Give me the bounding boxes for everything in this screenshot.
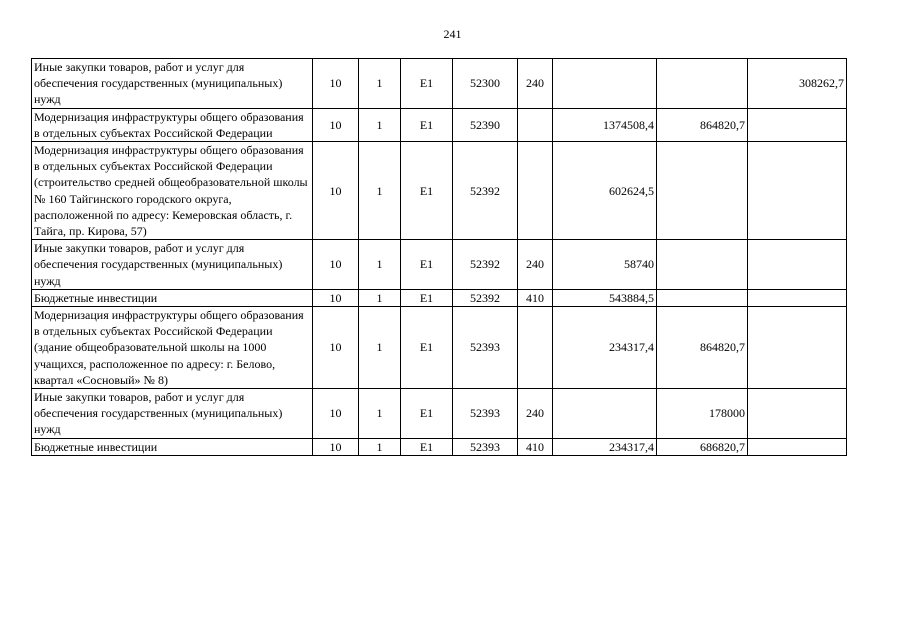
row-name: Бюджетные инвестиции [32,289,313,306]
table-row [32,438,847,455]
amount-3 [748,240,847,290]
amount-3 [748,389,847,439]
amount-2: 864820,7 [657,108,748,141]
section-code: 10 [313,307,359,389]
section-code: 10 [313,438,359,455]
table-row [32,240,847,290]
section-code: 10 [313,289,359,306]
amount-2: 864820,7 [657,307,748,389]
section-code: 10 [313,108,359,141]
amount-1: 234317,4 [553,307,657,389]
row-name: Модернизация инфраструктуры общего образования в отдельных субъектах Российской Федерации (строительство средней общеобразовательной школы № 160 Тайгинского городского округа, расположенной по адресу: Кемеровская область, г. Тайга, пр. Кирова, 57) [32,142,313,240]
row-name: Иные закупки товаров, работ и услуг для обеспечения государственных (муниципальных) нужд [32,240,313,290]
amount-3 [748,142,847,240]
page-number: 241 [443,27,462,41]
expense-type-code: 240 [518,240,553,290]
program-code: Е1 [401,108,453,141]
table-row [32,389,847,439]
amount-1: 602624,5 [553,142,657,240]
amount-1: 234317,4 [553,438,657,455]
article-code: 52393 [453,307,518,389]
amount-1 [553,59,657,109]
subsection-code: 1 [359,108,401,141]
article-code: 52392 [453,240,518,290]
section-code: 10 [313,142,359,240]
program-code: Е1 [401,307,453,389]
expense-type-code [518,307,553,389]
table-row [32,289,847,306]
article-code: 52393 [453,389,518,439]
program-code: Е1 [401,142,453,240]
subsection-code: 1 [359,142,401,240]
table-row [32,142,847,240]
amount-1 [553,389,657,439]
amount-2 [657,142,748,240]
subsection-code: 1 [359,307,401,389]
program-code: Е1 [401,59,453,109]
amount-1: 543884,5 [553,289,657,306]
amount-2: 178000 [657,389,748,439]
expense-type-code: 410 [518,438,553,455]
article-code: 52300 [453,59,518,109]
subsection-code: 1 [359,240,401,290]
program-code: Е1 [401,438,453,455]
row-name: Модернизация инфраструктуры общего образования в отдельных субъектах Российской Федерации [32,108,313,141]
subsection-code: 1 [359,389,401,439]
row-name: Иные закупки товаров, работ и услуг для обеспечения государственных (муниципальных) нужд [32,59,313,109]
expense-type-code [518,142,553,240]
section-code: 10 [313,240,359,290]
expense-type-code: 240 [518,389,553,439]
article-code: 52392 [453,142,518,240]
amount-3 [748,438,847,455]
program-code: Е1 [401,389,453,439]
section-code: 10 [313,59,359,109]
section-code: 10 [313,389,359,439]
budget-table [31,58,847,456]
amount-3 [748,307,847,389]
amount-3 [748,108,847,141]
expense-type-code: 410 [518,289,553,306]
row-name: Иные закупки товаров, работ и услуг для обеспечения государственных (муниципальных) нужд [32,389,313,439]
expense-type-code [518,108,553,141]
amount-3 [748,289,847,306]
amount-3: 308262,7 [748,59,847,109]
table-row [32,108,847,141]
amount-2 [657,59,748,109]
article-code: 52392 [453,289,518,306]
table-row [32,59,847,109]
subsection-code: 1 [359,289,401,306]
program-code: Е1 [401,289,453,306]
row-name: Бюджетные инвестиции [32,438,313,455]
amount-2 [657,240,748,290]
table-row [32,307,847,389]
program-code: Е1 [401,240,453,290]
amount-2: 686820,7 [657,438,748,455]
amount-1: 1374508,4 [553,108,657,141]
row-name: Модернизация инфраструктуры общего образования в отдельных субъектах Российской Федерации (здание общеобразовательной школы на 1000 учащихся, расположенное по адресу: г. Белово, квартал «Сосновый» № 8) [32,307,313,389]
subsection-code: 1 [359,59,401,109]
article-code: 52390 [453,108,518,141]
amount-2 [657,289,748,306]
amount-1: 58740 [553,240,657,290]
subsection-code: 1 [359,438,401,455]
expense-type-code: 240 [518,59,553,109]
article-code: 52393 [453,438,518,455]
